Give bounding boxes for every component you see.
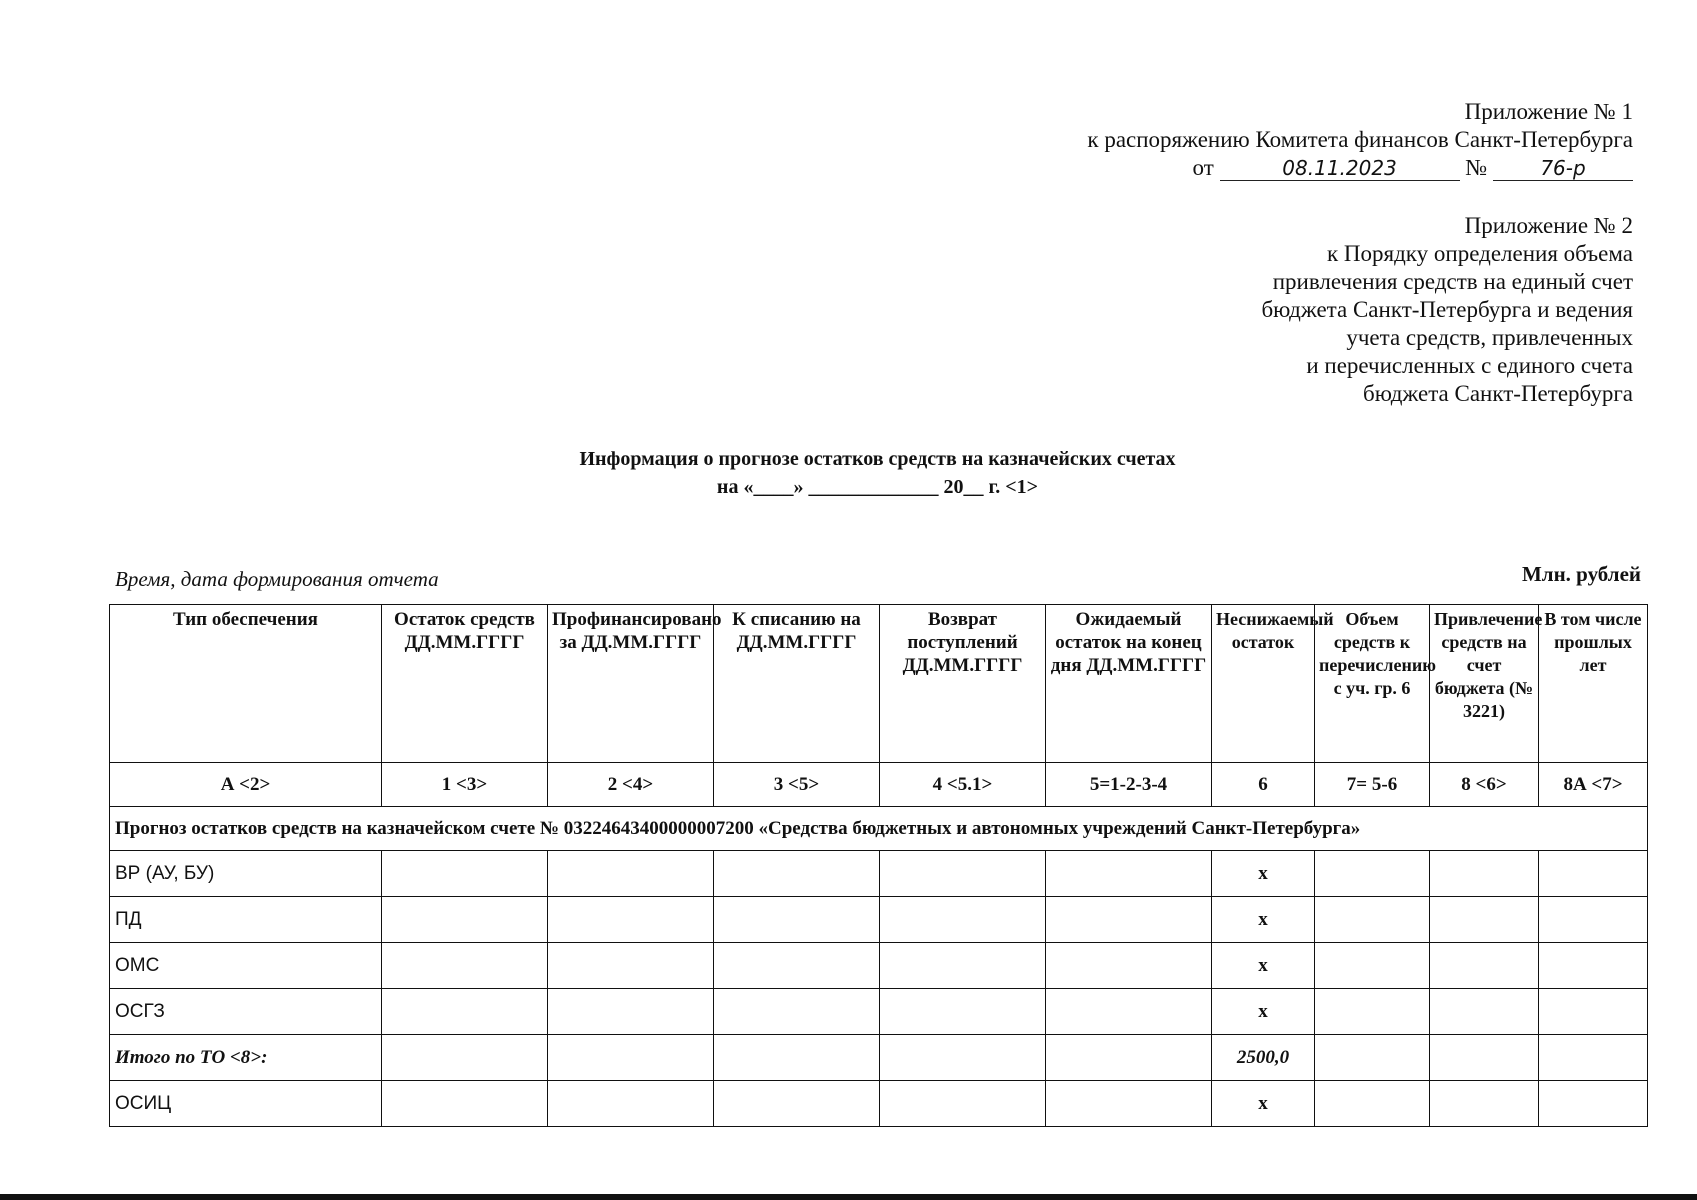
table-cell (1539, 989, 1648, 1035)
table-cell (1539, 897, 1648, 943)
appendix-1-title: Приложение № 1 (1464, 99, 1633, 124)
col6-value: х (1212, 1081, 1315, 1127)
row-label: Итого по ТО <8>: (110, 1035, 382, 1081)
table-cell (1315, 897, 1430, 943)
table-cell (1315, 1081, 1430, 1127)
column-header: Тип обеспечения (110, 605, 382, 763)
table-cell (880, 943, 1046, 989)
table-row (110, 851, 1648, 897)
table-cell (1430, 989, 1539, 1035)
table-cell (1539, 1081, 1648, 1127)
table-cell (880, 1081, 1046, 1127)
table-cell (1430, 1081, 1539, 1127)
column-number: А <2> (110, 763, 382, 807)
table-cell (714, 989, 880, 1035)
table-cell (548, 1035, 714, 1081)
col6-value: х (1212, 897, 1315, 943)
column-number: 8А <7> (1539, 763, 1648, 807)
table-cell (714, 897, 880, 943)
row-label: ОСГЗ (110, 989, 382, 1035)
table-cell (548, 851, 714, 897)
document-title (0, 445, 1697, 501)
column-number: 8 <6> (1430, 763, 1539, 807)
appendix-2-line: и перечисленных с единого счета (1306, 353, 1633, 378)
row-label: ВР (АУ, БУ) (110, 851, 382, 897)
table-row (110, 897, 1648, 943)
number-label: № (1465, 155, 1488, 180)
table-cell (714, 1081, 880, 1127)
column-header: В том числе прошлых лет (1539, 605, 1648, 763)
table-cell (880, 897, 1046, 943)
column-number-row (110, 763, 1648, 807)
table-row (110, 989, 1648, 1035)
table-cell (1430, 897, 1539, 943)
col6-value: х (1212, 989, 1315, 1035)
row-label: ОМС (110, 943, 382, 989)
appendix-2-line: Приложение № 2 (1464, 213, 1633, 238)
table-cell (880, 1035, 1046, 1081)
table-cell (1046, 989, 1212, 1035)
table-cell (382, 1081, 548, 1127)
title-line-2: на «____» _____________ 20__ г. <1> (716, 476, 1039, 498)
table-cell (1046, 1081, 1212, 1127)
table-cell (714, 1035, 880, 1081)
table-cell (1046, 851, 1212, 897)
appendix-1-date-number-line (1087, 154, 1633, 182)
table-cell (1430, 1035, 1539, 1081)
row-label: ПД (110, 897, 382, 943)
appendix-2-line: бюджета Санкт-Петербурга (1363, 381, 1633, 406)
table-cell (1539, 943, 1648, 989)
table-header-row (110, 605, 1648, 763)
column-number: 3 <5> (714, 763, 880, 807)
table-cell (1046, 943, 1212, 989)
appendix-2-line: привлечения средств на единый счет (1272, 269, 1633, 294)
from-label: от (1192, 155, 1214, 180)
appendix-1-block (1087, 98, 1633, 182)
column-number: 6 (1212, 763, 1315, 807)
column-number: 2 <4> (548, 763, 714, 807)
table-cell (1315, 989, 1430, 1035)
scan-bottom-edge (0, 1194, 1697, 1200)
table-row (110, 943, 1648, 989)
table-cell (880, 851, 1046, 897)
table-cell (382, 943, 548, 989)
column-number: 7= 5-6 (1315, 763, 1430, 807)
column-number: 1 <3> (382, 763, 548, 807)
section-title: Прогноз остатков средств на казначейском счете № 03224643400000007200 «Средства бюджетных и автономных учреждений Санкт-Петербурга» (110, 807, 1648, 851)
table-cell (1315, 943, 1430, 989)
table-cell (1539, 1035, 1648, 1081)
table-cell (1046, 1035, 1212, 1081)
handwritten-number: 76-р (1493, 156, 1633, 181)
table-cell (1315, 1035, 1430, 1081)
table-cell (1430, 851, 1539, 897)
table-cell (1315, 851, 1430, 897)
column-number: 5=1-2-3-4 (1046, 763, 1212, 807)
table-cell (382, 897, 548, 943)
row-label: ОСИЦ (110, 1081, 382, 1127)
appendix-2-line: к Порядку определения объема (1326, 241, 1633, 266)
appendix-2-block (1261, 212, 1633, 408)
column-header: Неснижаемый остаток (1212, 605, 1315, 763)
column-header: Привлечение средств на счет бюджета (№ 3221) (1430, 605, 1539, 763)
column-header: Возврат поступлений ДД.ММ.ГГГГ (880, 605, 1046, 763)
table-cell (548, 1081, 714, 1127)
report-time-label: Время, дата формирования отчета (115, 567, 439, 591)
table-cell (548, 897, 714, 943)
column-header: Остаток средств ДД.ММ.ГГГГ (382, 605, 548, 763)
table-cell (714, 851, 880, 897)
section-title-row (110, 807, 1648, 851)
table-cell (880, 989, 1046, 1035)
appendix-1-reference: к распоряжению Комитета финансов Санкт-Петербурга (1087, 127, 1633, 152)
table-row-total (110, 1035, 1648, 1081)
handwritten-date: 08.11.2023 (1220, 156, 1460, 181)
column-header: Объем средств к перечислению с уч. гр. 6 (1315, 605, 1430, 763)
table-row (110, 1081, 1648, 1127)
column-header: Ожидаемый остаток на конец дня ДД.ММ.ГГГГ (1046, 605, 1212, 763)
table-cell (548, 943, 714, 989)
column-number: 4 <5.1> (880, 763, 1046, 807)
column-header: Профинансировано за ДД.ММ.ГГГГ (548, 605, 714, 763)
col6-value: х (1212, 851, 1315, 897)
table-cell (548, 989, 714, 1035)
table-cell (1539, 851, 1648, 897)
col6-value: 2500,0 (1212, 1035, 1315, 1081)
table-cell (382, 989, 548, 1035)
appendix-2-line: бюджета Санкт-Петербурга и ведения (1261, 297, 1633, 322)
table-cell (714, 943, 880, 989)
table-cell (382, 1035, 548, 1081)
units-label: Млн. рублей (1521, 562, 1641, 586)
appendix-2-line: учета средств, привлеченных (1346, 325, 1633, 350)
col6-value: х (1212, 943, 1315, 989)
column-header: К списанию на ДД.ММ.ГГГГ (714, 605, 880, 763)
table-cell (1046, 897, 1212, 943)
forecast-table (109, 604, 1648, 1127)
table-cell (1430, 943, 1539, 989)
title-line-1: Информация о прогнозе остатков средств на казначейских счетах (579, 448, 1176, 470)
table-cell (382, 851, 548, 897)
